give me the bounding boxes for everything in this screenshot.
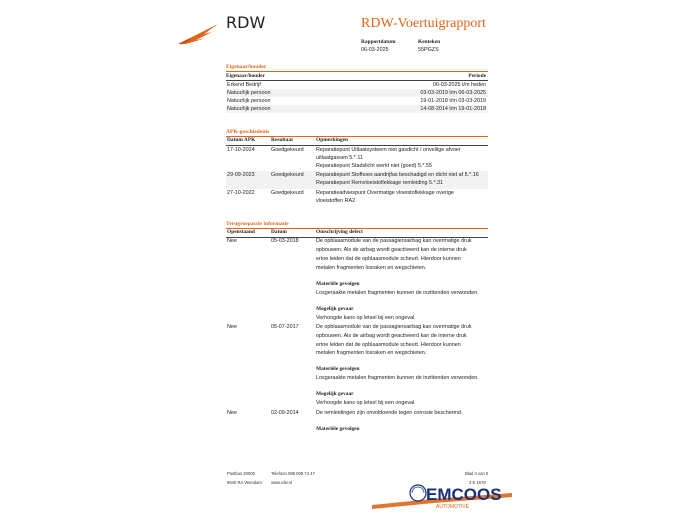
owner-cell: Erkend Bedrijf — [227, 82, 261, 88]
recall-desc-line: ertoe leiden dat de opblaasmodule scheurt. Hierdoor kunnen — [316, 256, 461, 262]
watermark-subtext: AUTOMOTIVE — [436, 504, 469, 510]
table-row — [226, 89, 488, 97]
col-apk-result: Resultaat — [271, 137, 293, 143]
col-owner: Eigenaar/houder — [226, 73, 265, 79]
owner-cell: Natuurlijk persoon — [227, 98, 271, 104]
apk-remark-line: Reparatiepunt Stofhoes aandrijfas beschadigd en dicht niet af 5.*.16 — [316, 172, 479, 178]
danger-text: Verhoogde kans op letsel bij een ongeval — [316, 315, 415, 321]
footer-code: 3 E 1678 — [469, 480, 486, 485]
recall-desc-line: De opblaasmodule van de passagiersairbag kan overmatige druk — [316, 324, 472, 330]
apk-rule — [226, 136, 488, 137]
recall-desc-line: metalen fragmenten losraken en wegschieten. — [316, 350, 427, 356]
col-apk-date: Datum APK — [227, 137, 256, 143]
apk-date-cell: 17-10-2024 — [227, 147, 255, 153]
recall-desc-line: De remleidingen zijn onvoldoende tegen corrosie beschermd. — [316, 410, 463, 416]
recall-date-cell: 05-07-2017 — [271, 324, 299, 330]
apk-remark-line: Reparatieadviespunt Overmatige vloeistoflekkage overige — [316, 190, 454, 196]
table-row — [226, 105, 488, 113]
apk-section-title: APK-geschiedenis — [226, 129, 270, 135]
brand-name: RDW — [226, 13, 266, 32]
apk-remark-line: Reparatiepunt Stadslicht werkt niet (goed) 5.*.55 — [316, 163, 432, 169]
owners-table — [226, 71, 488, 113]
report-date-block — [361, 38, 395, 54]
apk-date-cell: 27-10-2022 — [227, 190, 255, 196]
footer-postbox: Postbus 30000 — [227, 471, 255, 476]
plate-value: 55PGZS — [418, 47, 439, 53]
recall-desc-line: opbouwen. Als de airbag wordt geactiveerd kan de interne druk — [316, 247, 467, 253]
consequence-text: Losgeraakte metalen fragmenten kunnen de inzittenden verwonden. — [316, 375, 479, 381]
report-title: RDW-Voertuigrapport — [361, 16, 486, 31]
period-cell: 19-01-2018 t/m 03-03-2019 — [420, 98, 486, 104]
apk-remark-line: Reparatiepunt Uitlaatsysteem niet gasdicht / onveilige afvoer — [316, 147, 461, 153]
danger-label: Mogelijk gevaar — [316, 391, 354, 397]
period-cell: 06-03-2025 t/m heden — [432, 82, 486, 88]
footer-web: www.rdw.nl — [271, 480, 292, 485]
consequence-text: Losgeraakte metalen fragmenten kunnen de inzittenden verwonden. — [316, 290, 479, 296]
apk-remark-line: uitlaatgassen 5.*.11 — [316, 155, 363, 161]
report-date-value: 06-03-2025 — [361, 47, 389, 53]
recall-date-cell: 05-03-2018 — [271, 238, 299, 244]
apk-result-cell: Goedgekeurd — [271, 190, 304, 196]
owner-cell: Natuurlijk persoon — [227, 106, 271, 112]
consequence-label: Materiële gevolgen — [316, 426, 360, 432]
period-cell: 14-08-2014 t/m 19-01-2018 — [420, 106, 486, 112]
apk-date-cell: 29-09-2023 — [227, 172, 255, 178]
footer-page: Blad 4 van 5 — [465, 471, 489, 476]
emcoos-watermark-logo — [372, 483, 512, 513]
col-recall-status: Openstaand — [227, 229, 255, 235]
apk-result-cell: Goedgekeurd — [271, 172, 304, 178]
rdw-logo — [176, 22, 220, 46]
watermark-text: EMCOOS — [426, 485, 502, 504]
recall-desc-line: metalen fragmenten losraken en wegschieten. — [316, 265, 427, 271]
danger-text: Verhoogde kans op letsel bij een ongeval — [316, 400, 415, 406]
recall-section-title: Terugroepactie informatie — [226, 221, 289, 227]
recall-desc-line: De opblaasmodule van de passagiersairbag kan overmatige druk — [316, 238, 472, 244]
apk-result-cell: Goedgekeurd — [271, 147, 304, 153]
recall-status-cell: Nee — [227, 324, 237, 330]
col-apk-remarks: Opmerkingen — [316, 137, 349, 143]
recall-status-cell: Nee — [227, 410, 237, 416]
consequence-label: Materiële gevolgen — [316, 366, 360, 372]
table-row — [226, 81, 488, 89]
plate-label: Kenteken — [418, 39, 441, 45]
plate-block — [418, 38, 440, 54]
consequence-label: Materiële gevolgen — [316, 281, 360, 287]
table-row — [226, 97, 488, 105]
recall-desc-line: ertoe leiden dat de opblaasmodule scheurt. Hierdoor kunnen — [316, 342, 461, 348]
owners-header-row — [226, 72, 488, 81]
period-cell: 03-03-2019 t/m 06-03-2025 — [420, 90, 486, 96]
recall-desc-line: opbouwen. Als de airbag wordt geactiveerd kan de interne druk — [316, 333, 467, 339]
owners-section-title: Eigenaar/houder — [226, 64, 267, 70]
report-date-label: Rapportdatum — [361, 39, 396, 45]
recall-status-cell: Nee — [227, 238, 237, 244]
owner-cell: Natuurlijk persoon — [227, 90, 271, 96]
col-period: Periode — [468, 73, 486, 79]
footer-city: 9640 RA Veendam — [227, 480, 262, 485]
danger-label: Mogelijk gevaar — [316, 306, 354, 312]
footer-phone: Telefoon 088 008 74 47 — [271, 471, 315, 476]
col-recall-desc: Omschrijving defect — [316, 229, 363, 235]
recall-date-cell: 02-09-2014 — [271, 410, 299, 416]
apk-remark-line: Reparatiepunt Remvloeistoflekkage remleiding 5.*.31 — [316, 180, 444, 186]
apk-remark-line: vloeistoffen RA2 — [316, 198, 356, 204]
col-recall-date: Datum — [271, 229, 287, 235]
